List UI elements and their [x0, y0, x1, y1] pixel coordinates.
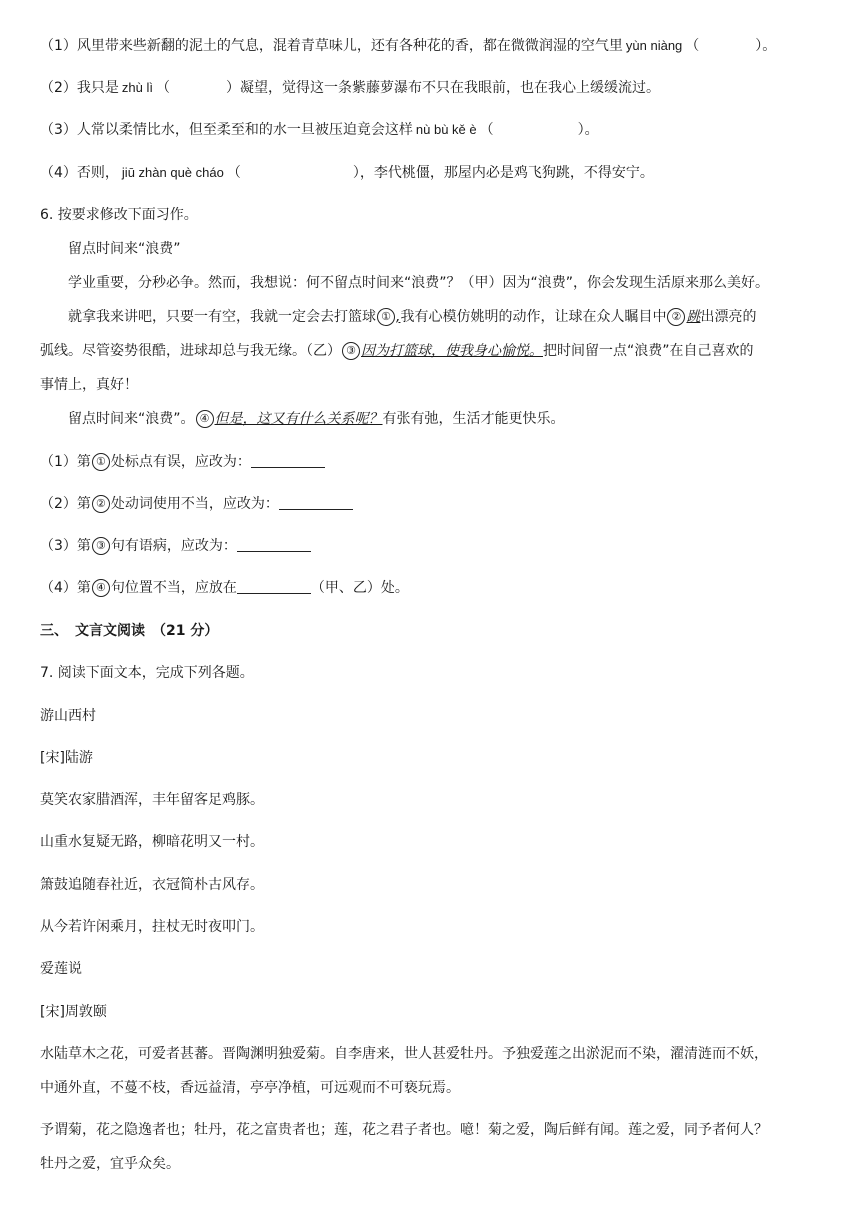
essay-title-ailian: 爱莲说: [40, 961, 82, 977]
answer-blank-4[interactable]: [237, 579, 311, 594]
para-5-text-a: 留点时间来“浪费”。: [68, 411, 195, 427]
answer-blank-3[interactable]: [237, 537, 311, 552]
para-2-text-e: 出漂亮的: [700, 309, 757, 325]
q6-stem: 6. 按要求修改下面习作。: [40, 207, 198, 223]
q5-item-2-rest[interactable]: （ ）凝望，觉得这一条紫藤萝瀑布不只在我眼前，也在我心上缓缓流过。: [156, 80, 660, 96]
essay-para-3: [68, 409, 565, 429]
essay-para-2-line-1: 予谓菊，花之隐逸者也；牡丹，花之富贵者也；莲，花之君子者也。噫！菊之爱，陶后鲜有闻。莲之爱，同予者何人？: [40, 1122, 768, 1138]
q5-item-4-text: （4）否则，: [40, 165, 119, 181]
essay-para-1-line-1: 水陆草木之花，可爱者甚蕃。晋陶渊明独爱菊。自李唐来，世人甚爱牡丹。予独爱莲之出淤泥而不染，濯清涟而不妖，: [40, 1046, 768, 1062]
q5-item-1: [40, 36, 776, 56]
marked-verb: 跳: [686, 309, 701, 325]
sub-2-prompt: 处动词使用不当，应改为：: [110, 496, 279, 512]
para-3-text-c: 把时间留一点“浪费”在自己喜欢的: [543, 343, 754, 359]
marker-1: ①: [377, 308, 395, 326]
marked-sentence-4: 但是，这又有什么关系呢？: [214, 411, 383, 427]
sub-1-prompt: 处标点有误，应改为：: [110, 454, 251, 470]
poem-line: 箫鼓追随春社近，衣冠简朴古风存。: [40, 877, 264, 893]
q6-sub-4: [40, 578, 409, 598]
answer-blank-2[interactable]: [279, 495, 353, 510]
q6-sub-2: [40, 494, 353, 514]
poem-title: 游山西村: [40, 708, 96, 724]
sub-1-label: （1）第: [40, 454, 91, 470]
essay-author: [宋]周敦颐: [40, 1004, 107, 1020]
poem-author: [宋]陆游: [40, 750, 93, 766]
q5-item-4-rest[interactable]: （ ），李代桃僵，那屋内必是鸡飞狗跳，不得安宁。: [226, 165, 654, 181]
para-2-text-c: 我有心模仿姚明的动作，让球在众人瞩目中: [400, 309, 667, 325]
sub-4-label: （4）第: [40, 580, 91, 596]
essay-title: 留点时间来“浪费”: [68, 241, 181, 257]
marker-1: ①: [92, 453, 110, 471]
marked-comma: ,: [396, 309, 401, 325]
answer-blank-1[interactable]: [251, 453, 325, 468]
sub-3-label: （3）第: [40, 538, 91, 554]
essay-para-2-cont: [40, 341, 754, 361]
q5-item-1-text: （1）风里带来些新翻的泥土的气息，混着青草味儿，还有各种花的香，都在微微润湿的空气里: [40, 38, 623, 54]
pinyin-yun-niang: yùn niàng: [625, 38, 683, 53]
sub-4-suffix: （甲、乙）处。: [310, 580, 409, 596]
sub-4-prompt: 句位置不当，应放在: [110, 580, 237, 596]
q7-stem: 7. 阅读下面文本，完成下列各题。: [40, 665, 254, 681]
answer-blank[interactable]: （ ）。: [479, 122, 599, 138]
q5-item-3-text: （3）人常以柔情比水，但至柔至和的水一旦被压迫竟会这样: [40, 122, 413, 138]
marker-3: ③: [342, 342, 360, 360]
poem-line: 山重水复疑无路，柳暗花明又一村。: [40, 834, 264, 850]
pinyin-zhu-li: zhù lì: [121, 80, 153, 95]
marker-3: ③: [92, 537, 110, 555]
sub-3-prompt: 句有语病，应改为：: [110, 538, 237, 554]
pinyin-nu-bu-ke-e: nù bù kě è: [415, 122, 477, 137]
para-3-text-a: 弧线。尽管姿势很酷，进球却总与我无缘。（乙）: [40, 343, 341, 359]
q6-sub-1: [40, 452, 325, 472]
section-heading: 三、 文言文阅读 （21 分）: [40, 623, 219, 639]
marker-4: ④: [92, 579, 110, 597]
essay-para-1: 学业重要，分秒必争。然而，我想说：何不留点时间来“浪费”？（甲）因为“浪费”，你会发现生活原来那么美好。: [68, 275, 770, 291]
marker-2: ②: [92, 495, 110, 513]
marker-2: ②: [667, 308, 685, 326]
essay-para-1-line-2: 中通外直，不蔓不枝，香远益清，亭亭净植，可远观而不可亵玩焉。: [40, 1080, 460, 1096]
marker-4: ④: [196, 410, 214, 428]
q6-sub-3: [40, 536, 311, 556]
sub-2-label: （2）第: [40, 496, 91, 512]
essay-para-2: [68, 307, 756, 327]
q5-item-2-text: （2）我只是: [40, 80, 119, 96]
q5-item-4: [40, 163, 654, 183]
para-5-text-c: 有张有弛，生活才能更快乐。: [382, 411, 565, 427]
answer-blank[interactable]: （ ）。: [685, 38, 777, 54]
poem-line: 莫笑农家腊酒浑，丰年留客足鸡豚。: [40, 792, 264, 808]
essay-para-2-line-2: 牡丹之爱，宜乎众矣。: [40, 1156, 180, 1172]
q5-item-3: [40, 120, 599, 140]
essay-para-2-end: 事情上，真好！: [40, 377, 138, 393]
q5-item-2: [40, 78, 660, 98]
para-2-text-a: 就拿我来讲吧，只要一有空，我就一定会去打篮球: [68, 309, 376, 325]
poem-line: 从今若许闲乘月，拄杖无时夜叩门。: [40, 919, 264, 935]
pinyin-jiu-zhan-que-chao: jiū zhàn què cháo: [121, 165, 224, 180]
marked-sentence-3: 因为打篮球，使我身心愉悦。: [361, 343, 543, 359]
